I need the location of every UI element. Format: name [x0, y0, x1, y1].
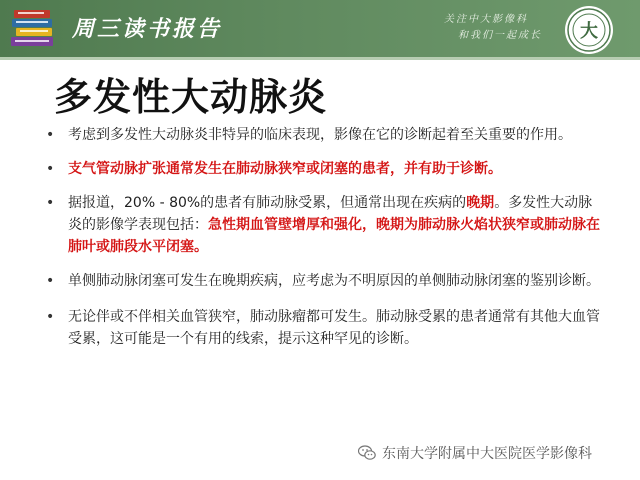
books-logo-icon — [8, 4, 60, 52]
bullet-text: 单侧肺动脉闭塞可发生在晚期疾病，应考虑为不明原因的单侧肺动脉闭塞的鉴别诊断。 — [68, 273, 600, 289]
bullet-item — [42, 306, 602, 350]
bullet-text: 无论伴或不伴相关血管狭窄，肺动脉瘤都可发生。肺动脉受累的患者通常有其他大血管受累，这可能是一个有用的线索，提示这种罕见的诊断。 — [68, 309, 600, 347]
bullet-item — [42, 192, 602, 258]
bullet-list — [42, 124, 602, 362]
bullet-text-highlight: 支气管动脉扩张通常发生在肺动脉狭窄或闭塞的患者，并有助于诊断。 — [68, 161, 502, 177]
bullet-item — [42, 158, 602, 180]
bullet-text-highlight: 晚期 — [466, 195, 495, 211]
slogan-line-2: 和我们一起成长 — [458, 30, 542, 41]
slide-title: 多发性大动脉炎 — [54, 75, 328, 119]
bullet-text: 据报道，20% - 80%的患者有肺动脉受累，但通常出现在疾病的 — [68, 195, 467, 211]
watermark-text: 东南大学附属中大医院医学影像科 — [382, 446, 592, 462]
bullet-item — [42, 124, 602, 146]
brand-title: 周三读书报告 — [72, 16, 223, 42]
bullet-text-highlight: 急性期血管壁增厚和强化，晚期为肺动脉火焰状狭窄或肺动脉在肺叶或肺段水平闭塞。 — [68, 217, 600, 255]
slogan-line-1: 关注中大影像科 — [444, 14, 528, 25]
bullet-text: 。多发性大动脉炎的影像学表现包括： — [68, 195, 593, 233]
hospital-seal-icon — [563, 4, 615, 56]
watermark — [358, 443, 592, 463]
header-band — [0, 0, 640, 57]
header-divider — [0, 57, 640, 60]
wechat-icon — [358, 445, 376, 461]
bullet-text: 考虑到多发性大动脉炎非特异的临床表现，影像在它的诊断起着至关重要的作用。 — [68, 127, 572, 143]
seal-char: 大 — [580, 21, 598, 42]
bullet-item — [42, 270, 602, 292]
